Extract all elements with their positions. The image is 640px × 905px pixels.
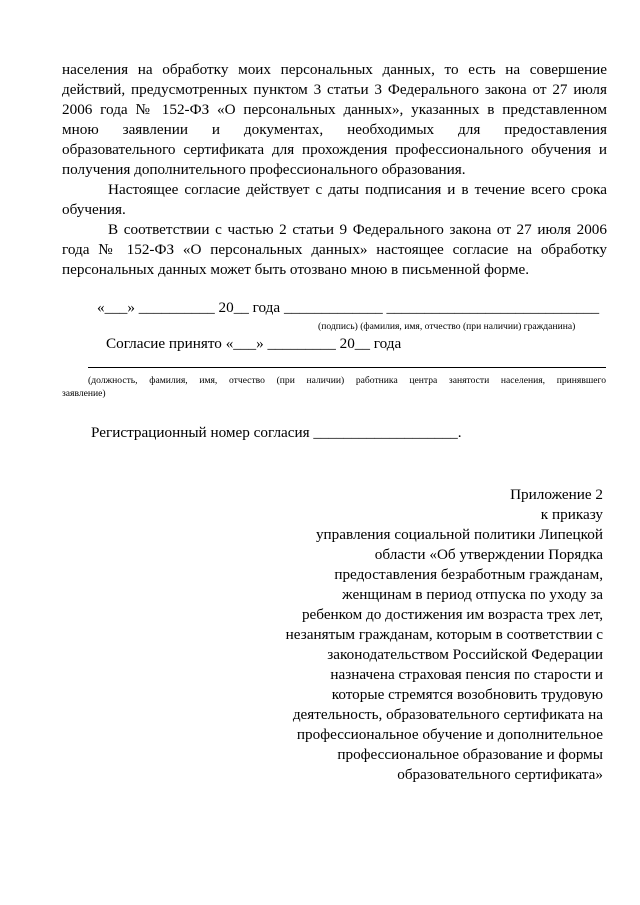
acceptance-caption: заявление) — [62, 388, 106, 399]
appendix-line: Приложение 2 — [510, 486, 603, 503]
appendix-line: образовательного сертификата» — [397, 766, 603, 783]
acceptance-line: Согласие принято «___» _________ 20__ года — [106, 335, 402, 352]
appendix-line: профессиональное обучение и дополнительное — [296, 726, 603, 743]
appendix-line: законодательством Российской Федерации — [327, 646, 603, 663]
body-line: 2006 года № 152-ФЗ «О персональных данных», указанных в представленном — [62, 101, 607, 118]
appendix-line: ребенком до достижения им возраста трех лет, — [301, 606, 603, 623]
appendix-line: назначена страховая пенсия по старости и — [330, 666, 603, 683]
appendix-line: женщинам в период отпуска по уходу за — [342, 586, 603, 603]
revocation-paragraph-line: года № 152-ФЗ «О персональных данных» настоящее согласие на обработку — [62, 241, 607, 258]
signature-date-line: «___» __________ 20__ года _____________ ____________________________ — [97, 299, 600, 316]
appendix-line: профессиональное образование и формы — [337, 746, 603, 763]
body-line: действий, предусмотренных пунктом 3 статьи 3 Федерального закона от 27 июля — [62, 81, 607, 98]
appendix-line: области «Об утверждении Порядка — [374, 546, 603, 563]
validity-paragraph-line: Настоящее согласие действует с даты подписания и в течение всего срока — [108, 181, 607, 198]
body-line: получения дополнительного профессионального образования. — [62, 161, 466, 178]
validity-paragraph-line: обучения. — [62, 201, 126, 218]
appendix-line: которые стремятся возобновить трудовую — [331, 686, 603, 703]
appendix-line: незанятым гражданам, которым в соответствии с — [285, 626, 603, 643]
acceptance-caption: (должность, фамилия, имя, отчество (при наличии) работника центра занятости населения, принявшего — [88, 375, 606, 386]
registration-number-line: Регистрационный номер согласия ___________________. — [91, 424, 462, 441]
appendix-line: управления социальной политики Липецкой — [315, 526, 603, 543]
acceptance-rule — [88, 367, 606, 368]
appendix-line: к приказу — [540, 506, 603, 523]
appendix-line: деятельность, образовательного сертификата на — [292, 706, 603, 723]
body-line: населения на обработку моих персональных данных, то есть на совершение — [62, 61, 607, 78]
body-line: образовательного сертификата для прохождения профессионального обучения и — [62, 141, 607, 158]
body-line: мною заявлении и документах, необходимых для предоставления — [62, 121, 607, 138]
appendix-line: предоставления безработным гражданам, — [334, 566, 603, 583]
revocation-paragraph-line: персональных данных может быть отозвано мною в письменной форме. — [62, 261, 530, 278]
revocation-paragraph-line: В соответствии с частью 2 статьи 9 Федерального закона от 27 июля 2006 — [108, 221, 607, 238]
signature-caption: (подпись) (фамилия, имя, отчество (при наличии) гражданина) — [318, 321, 576, 332]
